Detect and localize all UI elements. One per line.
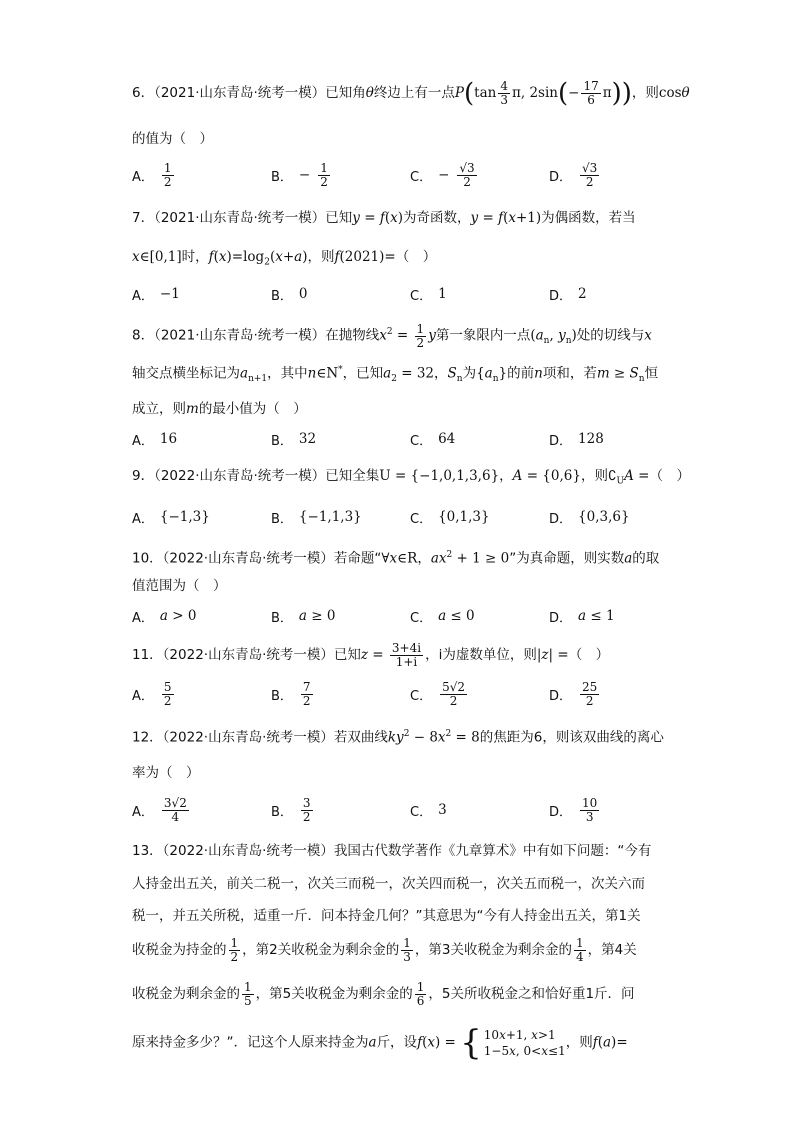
option-c[interactable]: C． $\frac{5√2}{2}$ bbox=[410, 679, 465, 708]
question-6-line-1: 6．（2021·山东青岛·统考一模）已知角θ终边上有一点P(tan $\frac{4}{3}$ π, 2sin(− $\frac{17}{6}$ π))，则cosθ bbox=[132, 78, 690, 109]
question-7-line-2: x∈[0,1]时，$f(x)=\log_2(x+a)$，则f(2021)=（ ） bbox=[132, 249, 437, 268]
question-13-line-3: 税一，并五关所税，适重一斤．问本持金几何？”其意思为“今有人持金出五关，第1关 bbox=[132, 908, 641, 924]
option-a[interactable]: A． −1 bbox=[132, 286, 180, 304]
question-12-line-2: 率为（ ） bbox=[132, 765, 200, 781]
question-8-line-2: 轴交点横坐标记为$a_{n+1}$，其中n∈N*，已知$a_2 = 32$，$S_n$为$\{a_n\}$的前n项和，若$m \ge S_n$恒 bbox=[132, 365, 659, 385]
option-c[interactable]: C． 64 bbox=[410, 431, 456, 449]
question-8-options bbox=[132, 422, 692, 456]
question-8-line-3: 成立，则m的最小值为（ ） bbox=[132, 401, 307, 417]
option-a[interactable]: A． a > 0 bbox=[132, 608, 197, 626]
option-b[interactable]: B． $\frac{7}{2}$ bbox=[271, 679, 311, 708]
question-10-options bbox=[132, 599, 692, 633]
option-c[interactable]: C． − $\frac{√3}{2}$ bbox=[410, 160, 475, 189]
option-d[interactable]: D． a ≤ 1 bbox=[549, 608, 615, 626]
option-a[interactable]: A． {−1,3} bbox=[132, 509, 210, 527]
q6-head: 6．（2021·山东青岛·统考一模）已知角 bbox=[132, 85, 366, 101]
option-a[interactable]: A． $\frac{1}{2}$ bbox=[132, 160, 172, 189]
option-d[interactable]: D． $\frac{10}{3}$ bbox=[549, 795, 598, 824]
question-12-options bbox=[132, 793, 692, 827]
question-11-options bbox=[132, 677, 692, 711]
option-b[interactable]: B． a ≥ 0 bbox=[271, 608, 336, 626]
question-7-options bbox=[132, 277, 692, 311]
option-a[interactable]: A． 16 bbox=[132, 431, 178, 449]
question-12-line-1: 12．（2022·山东青岛·统考一模）若双曲线$ky^2 - 8x^2 = 8$的焦距为6，则该双曲线的离心 bbox=[132, 729, 664, 746]
question-11-line-1: 11．（2022·山东青岛·统考一模）已知z = $\frac{3+4i}{1+i}$ ，i为虚数单位，则|z| =（ ） bbox=[132, 641, 610, 669]
option-d[interactable]: D． {0,3,6} bbox=[549, 509, 630, 527]
question-6-line-2: 的值为（ ） bbox=[132, 131, 213, 147]
question-7-line-1: 7．（2021·山东青岛·统考一模）已知y = f(x)为奇函数，y = f(x+1)为偶函数，若当 bbox=[132, 210, 636, 226]
option-d[interactable]: D． 128 bbox=[549, 431, 604, 449]
option-b[interactable]: B． 32 bbox=[271, 431, 317, 449]
question-9-options bbox=[132, 500, 692, 534]
option-b[interactable]: B． − $\frac{1}{2}$ bbox=[271, 160, 328, 189]
option-b[interactable]: B． {−1,1,3} bbox=[271, 509, 362, 527]
question-13-line-5: 收税金为剩余金的 $\frac{1}{5}$ ，第5关收税金为剩余金的 $\frac{1}{6}$ ，5关所收税金之和恰好重1斤．问 bbox=[132, 980, 635, 1008]
option-d[interactable]: D． $\frac{25}{2}$ bbox=[549, 679, 598, 708]
option-c[interactable]: C． a ≤ 0 bbox=[410, 608, 475, 626]
option-b[interactable]: B． 0 bbox=[271, 286, 308, 304]
option-b[interactable]: B． $\frac{3}{2}$ bbox=[271, 795, 311, 824]
option-d[interactable]: D． $\frac{√3}{2}$ bbox=[549, 160, 598, 189]
question-13-line-4: 收税金为持金的 $\frac{1}{2}$ ，第2关收税金为剩余金的 $\frac{1}{3}$ ，第3关收税金为剩余金的 $\frac{1}{4}$ ，第4关 bbox=[132, 936, 637, 964]
question-10-line-2: 值范围为（ ） bbox=[132, 578, 227, 594]
option-d[interactable]: D． 2 bbox=[549, 286, 587, 304]
question-8-line-1: 8．（2021·山东青岛·统考一模）在抛物线$x^2$ = $\frac{1}{2}$ y第一象限内一点($a_n$, $y_n$)处的切线与x bbox=[132, 321, 652, 350]
question-13-line-2: 人持金出五关，前关二税一，次关三而税一，次关四而税一，次关五而税一，次关六而 bbox=[132, 876, 645, 892]
option-a[interactable]: A． $\frac{5}{2}$ bbox=[132, 679, 172, 708]
question-13-line-1: 13．（2022·山东青岛·统考一模）我国古代数学著作《九章算术》中有如下问题：“今有 bbox=[132, 843, 652, 859]
question-6-options bbox=[132, 158, 692, 192]
question-13-line-6: 原来持金多少？”．记这个人原来持金为a斤，设f(x) = { 10x+1, x>1 1−5x, 0<x≤1 ，则f(a)= bbox=[132, 1023, 628, 1063]
option-c[interactable]: C． {0,1,3} bbox=[410, 509, 490, 527]
option-c[interactable]: C． 1 bbox=[410, 286, 447, 304]
option-c[interactable]: C． 3 bbox=[410, 802, 447, 820]
option-a[interactable]: A． $\frac{3√2}{4}$ bbox=[132, 795, 187, 824]
question-9-line-1: 9．（2022·山东青岛·统考一模）已知全集U = {−1,0,1,3,6}，A = {0,6}，则$∁_UA$ =（ ） bbox=[132, 468, 690, 487]
question-10-line-1: 10．（2022·山东青岛·统考一模）若命题“∀x∈R，$ax^2 + 1 \ge 0$”为真命题，则实数a的取 bbox=[132, 550, 660, 567]
